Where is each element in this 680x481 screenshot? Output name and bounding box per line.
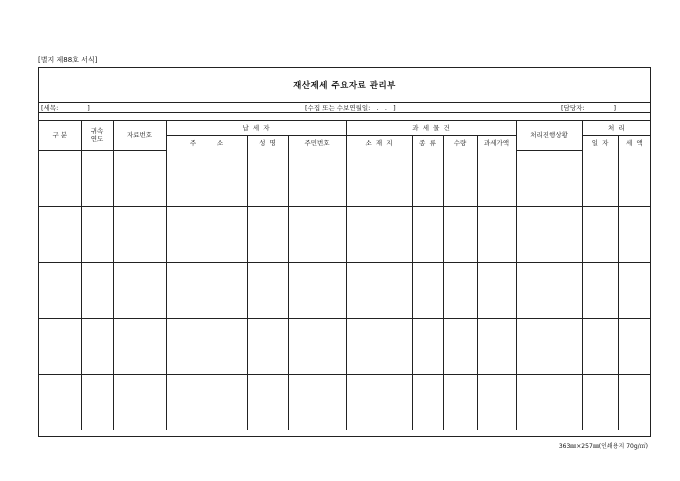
table-cell[interactable]	[443, 206, 477, 262]
table-cell[interactable]	[113, 318, 166, 374]
table-cell[interactable]	[443, 318, 477, 374]
info-row	[39, 102, 650, 113]
table-cell[interactable]	[516, 150, 582, 206]
table-cell[interactable]	[81, 374, 113, 430]
table-cell[interactable]	[113, 150, 166, 206]
table-cell[interactable]	[39, 374, 81, 430]
form-title: 재산제세 주요자료 관리부	[293, 81, 396, 91]
table-cell[interactable]	[39, 150, 81, 206]
table-cell[interactable]	[582, 318, 618, 374]
ledger-table	[39, 121, 650, 430]
header-year: 귀속 연도	[81, 121, 113, 150]
table-cell[interactable]	[346, 206, 412, 262]
table-cell[interactable]	[477, 206, 516, 262]
table-cell[interactable]	[346, 262, 412, 318]
table-cell[interactable]	[582, 150, 618, 206]
table-cell[interactable]	[582, 262, 618, 318]
table-cell[interactable]	[516, 318, 582, 374]
table-cell[interactable]	[412, 206, 443, 262]
header-kind: 종 류	[412, 136, 443, 151]
table-cell[interactable]	[288, 262, 346, 318]
table-cell[interactable]	[166, 150, 247, 206]
table-cell[interactable]	[288, 374, 346, 430]
header-resident-number: 주민번호	[288, 136, 346, 151]
table-cell[interactable]	[166, 318, 247, 374]
table-cell[interactable]	[113, 374, 166, 430]
table-cell[interactable]	[618, 206, 650, 262]
header-processing: 처 리	[582, 121, 650, 136]
ledger-form	[38, 67, 651, 437]
header-tax-amount: 세 액	[618, 136, 650, 151]
table-cell[interactable]	[288, 206, 346, 262]
table-cell[interactable]	[39, 262, 81, 318]
table-cell[interactable]	[166, 374, 247, 430]
table-cell[interactable]	[618, 150, 650, 206]
tax-item-field: [세목: ]	[41, 104, 90, 112]
table-cell[interactable]	[81, 150, 113, 206]
table-row	[39, 374, 650, 430]
header-tax-object: 과 세 물 건	[346, 121, 516, 136]
header-taxpayer: 납 세 자	[166, 121, 346, 136]
table-cell[interactable]	[346, 374, 412, 430]
table-cell[interactable]	[582, 374, 618, 430]
table-cell[interactable]	[443, 150, 477, 206]
table-row	[39, 206, 650, 262]
table-cell[interactable]	[247, 318, 288, 374]
form-number-label: [별지 제88호 서식]	[38, 56, 98, 64]
table-cell[interactable]	[477, 262, 516, 318]
header-category: 구 분	[39, 121, 81, 150]
table-cell[interactable]	[247, 206, 288, 262]
table-cell[interactable]	[516, 374, 582, 430]
table-cell[interactable]	[516, 206, 582, 262]
table-cell[interactable]	[412, 262, 443, 318]
table-cell[interactable]	[346, 318, 412, 374]
table-cell[interactable]	[516, 262, 582, 318]
table-cell[interactable]	[166, 206, 247, 262]
table-row	[39, 150, 650, 206]
table-cell[interactable]	[477, 374, 516, 430]
table-cell[interactable]	[247, 150, 288, 206]
collection-date-field: [수집 또는 수보연월일: . . ]	[305, 104, 396, 112]
header-tax-value: 과세가액	[477, 136, 516, 151]
table-cell[interactable]	[113, 262, 166, 318]
table-cell[interactable]	[443, 262, 477, 318]
table-cell[interactable]	[477, 318, 516, 374]
table-cell[interactable]	[247, 374, 288, 430]
table-cell[interactable]	[81, 206, 113, 262]
header-quantity: 수량	[443, 136, 477, 151]
header-processing-status: 처리진행상황	[516, 121, 582, 150]
table-cell[interactable]	[39, 206, 81, 262]
table-cell[interactable]	[81, 318, 113, 374]
officer-field: [담당자: ]	[561, 104, 617, 112]
table-cell[interactable]	[412, 374, 443, 430]
table-cell[interactable]	[288, 150, 346, 206]
table-cell[interactable]	[346, 150, 412, 206]
spacer-row	[39, 113, 650, 121]
table-cell[interactable]	[288, 318, 346, 374]
table-row	[39, 318, 650, 374]
header-location: 소 재 지	[346, 136, 412, 151]
table-cell[interactable]	[618, 318, 650, 374]
header-address: 주 소	[166, 136, 247, 151]
data-rows	[39, 150, 650, 430]
table-cell[interactable]	[412, 150, 443, 206]
table-cell[interactable]	[618, 262, 650, 318]
table-cell[interactable]	[247, 262, 288, 318]
table-cell[interactable]	[477, 150, 516, 206]
table-cell[interactable]	[582, 206, 618, 262]
table-cell[interactable]	[166, 262, 247, 318]
table-row	[39, 262, 650, 318]
header-name: 성 명	[247, 136, 288, 151]
paper-size-note: 363㎜×257㎜(인쇄용지 70g/㎡)	[558, 443, 648, 450]
table-cell[interactable]	[443, 374, 477, 430]
header-payment-date: 일 자	[582, 136, 618, 151]
table-cell[interactable]	[412, 318, 443, 374]
table-cell[interactable]	[39, 318, 81, 374]
header-data-number: 자료번호	[113, 121, 166, 150]
table-cell[interactable]	[81, 262, 113, 318]
table-cell[interactable]	[113, 206, 166, 262]
table-cell[interactable]	[618, 374, 650, 430]
